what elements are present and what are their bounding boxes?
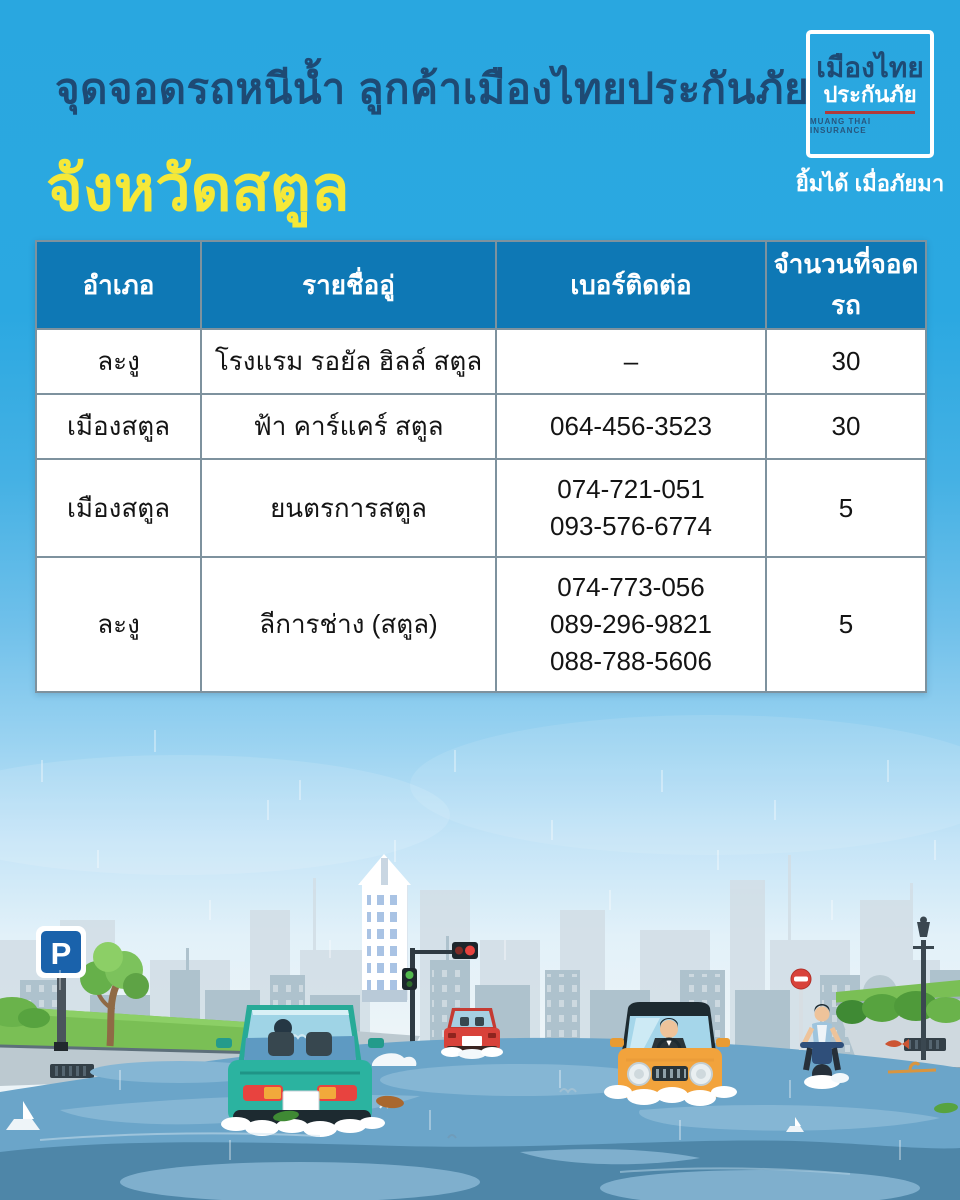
column-header-2: เบอร์ติดต่อ bbox=[496, 241, 766, 329]
phone-number: 074-773-056 bbox=[557, 572, 705, 602]
phone-cell bbox=[496, 459, 766, 557]
column-header-1: รายชื่ออู่ bbox=[201, 241, 496, 329]
parking-table-header bbox=[36, 241, 926, 329]
flood-city-illustration bbox=[0, 640, 960, 1200]
phone-number: – bbox=[623, 346, 639, 376]
phone-cell bbox=[496, 329, 766, 394]
column-header-3: จำนวนที่จอดรถ bbox=[766, 241, 926, 329]
table-row bbox=[36, 459, 926, 557]
logo-english-line: MUANG THAI INSURANCE bbox=[810, 117, 872, 136]
table-row bbox=[36, 394, 926, 459]
district-cell: ละงู bbox=[36, 329, 201, 394]
phone-number: 089-296-9821 bbox=[550, 609, 712, 639]
garage-cell: ยนตรการสตูล bbox=[201, 459, 496, 557]
spots-cell: 30 bbox=[766, 329, 926, 394]
logo-thai-line1: เมืองไทย bbox=[816, 51, 924, 83]
red-car bbox=[441, 1008, 503, 1059]
phone-number: 088-788-5606 bbox=[550, 646, 712, 676]
logo-red-rule bbox=[825, 111, 915, 114]
mist-cloud bbox=[410, 715, 960, 855]
garage-cell: ลีการช่าง (สตูล) bbox=[201, 557, 496, 692]
phone-cell bbox=[496, 394, 766, 459]
table-row bbox=[36, 557, 926, 692]
header-row bbox=[36, 241, 926, 329]
phone-cell bbox=[496, 557, 766, 692]
parking-sign-letter: P bbox=[50, 936, 72, 971]
page-title: จุดจอดรถหนีน้ำ ลูกค้าเมืองไทยประกันภัย bbox=[55, 65, 810, 112]
phone-number: 064-456-3523 bbox=[550, 411, 712, 441]
garage-cell: ฟ้า คาร์แคร์ สตูล bbox=[201, 394, 496, 459]
spots-cell: 5 bbox=[766, 459, 926, 557]
district-cell: ละงู bbox=[36, 557, 201, 692]
phone-number: 093-576-6774 bbox=[550, 511, 712, 541]
table-row bbox=[36, 329, 926, 394]
district-cell: เมืองสตูล bbox=[36, 459, 201, 557]
column-header-0: อำเภอ bbox=[36, 241, 201, 329]
spots-cell: 5 bbox=[766, 557, 926, 692]
parking-table bbox=[35, 240, 927, 693]
district-cell: เมืองสตูล bbox=[36, 394, 201, 459]
spots-cell: 30 bbox=[766, 394, 926, 459]
parking-table-body bbox=[36, 329, 926, 692]
phone-number: 074-721-051 bbox=[557, 474, 705, 504]
bush bbox=[18, 1008, 50, 1028]
province-title: จังหวัดสตูล bbox=[46, 154, 350, 224]
garage-cell: โรงแรม รอยัล ฮิลล์ สตูล bbox=[201, 329, 496, 394]
logo-thai-line2: ประกันภัย bbox=[823, 82, 917, 107]
brand-tagline: ยิ้มได้ เมื่อภัยมา bbox=[795, 171, 945, 196]
muang-thai-insurance-logo bbox=[806, 30, 934, 158]
